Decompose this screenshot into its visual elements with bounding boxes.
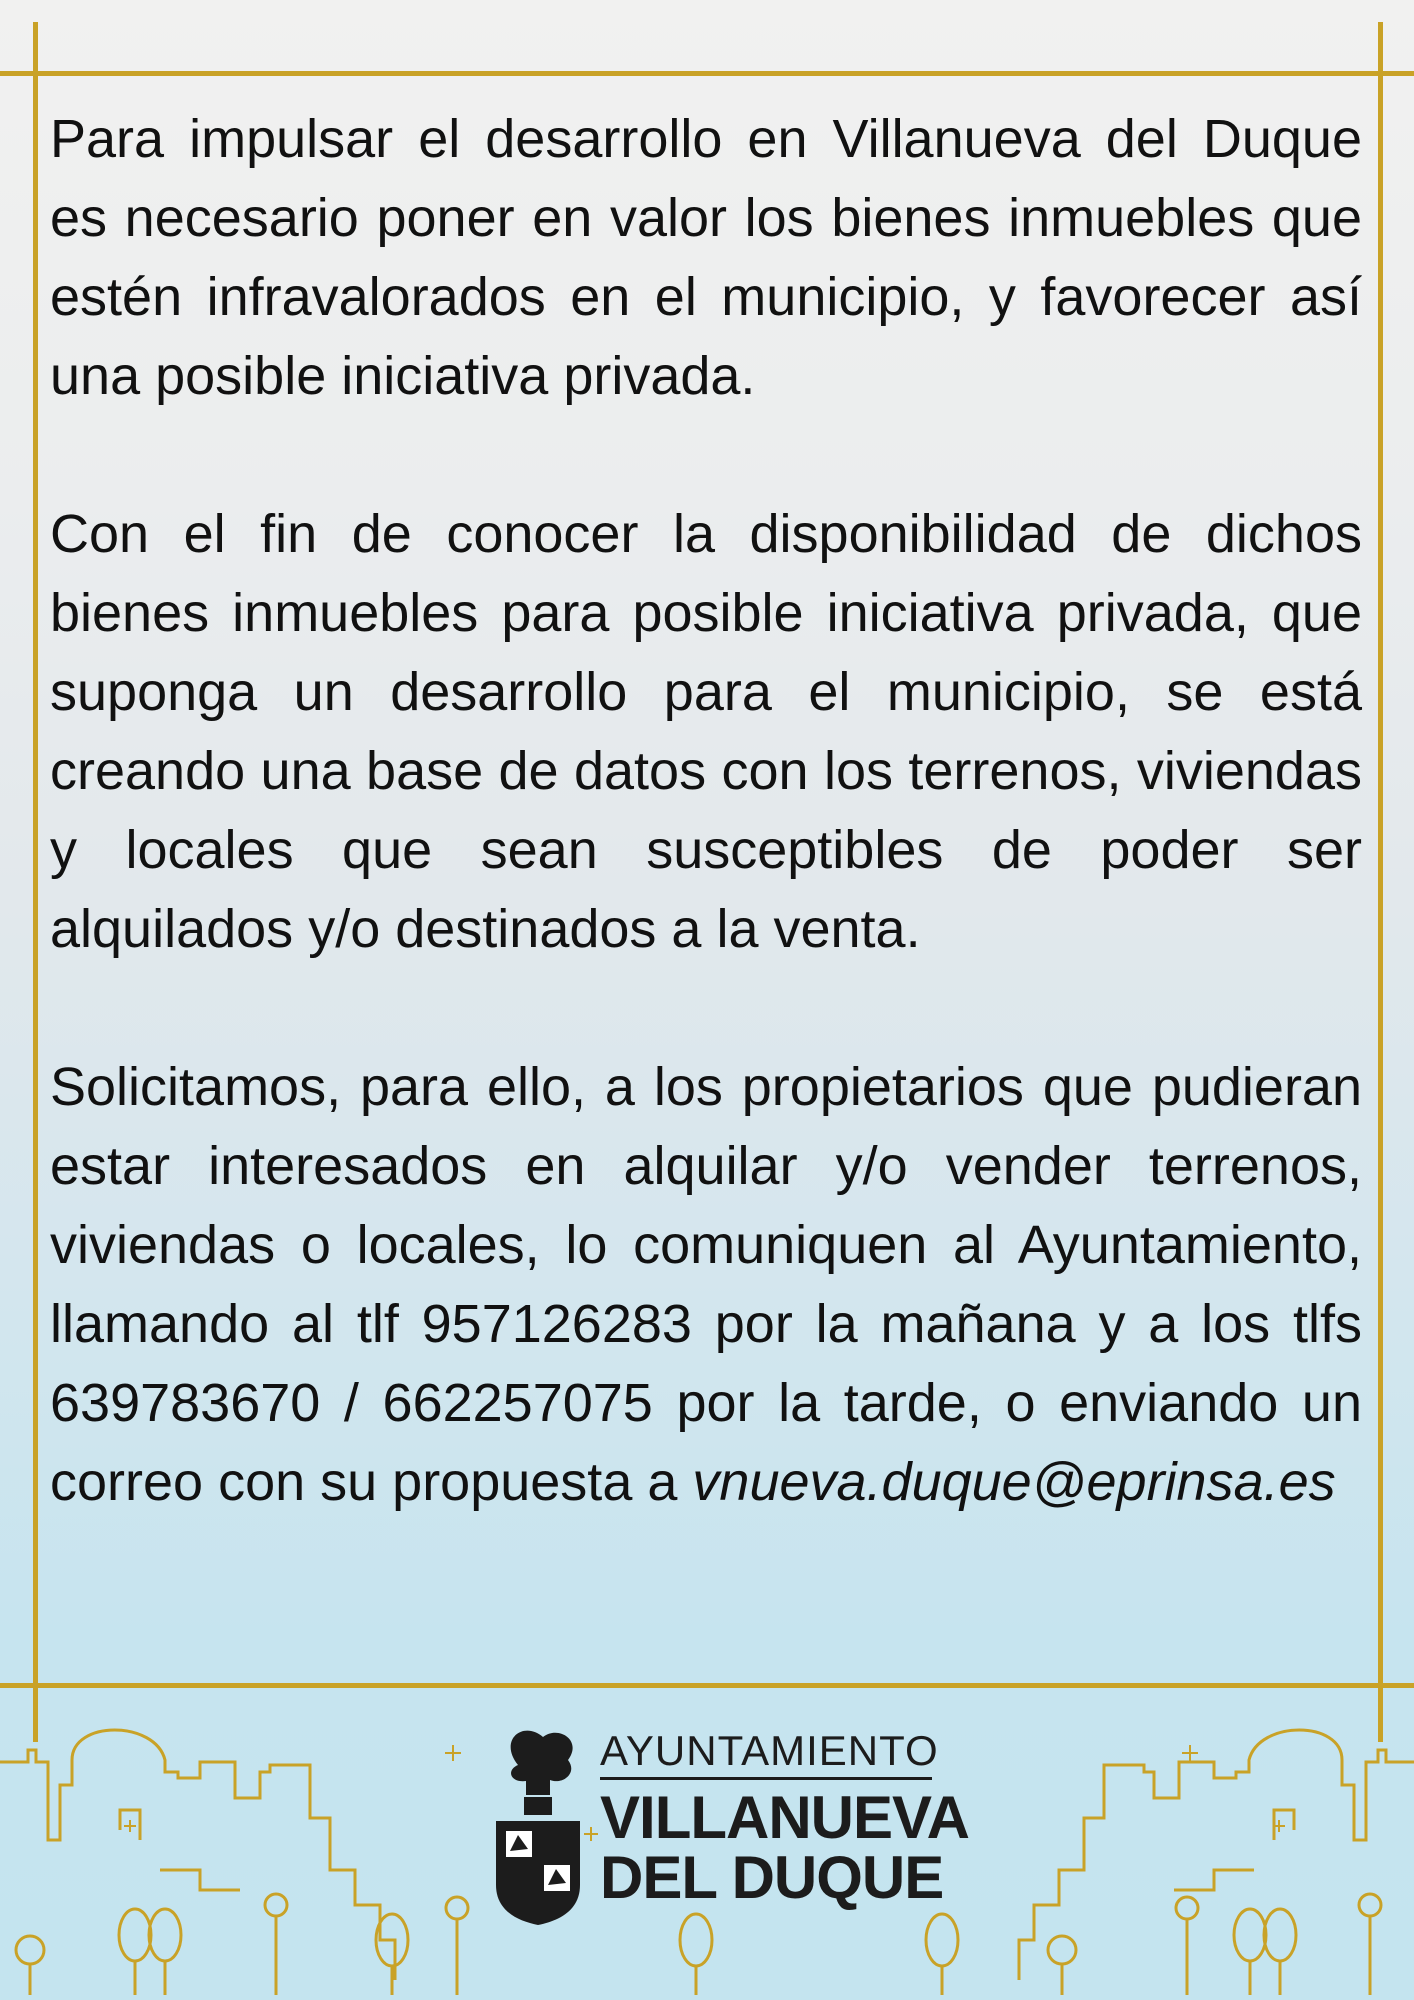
municipal-logo <box>488 1725 969 1925</box>
frame-left-line <box>33 22 38 1742</box>
logo-del-duque: DEL DUQUE <box>600 1844 944 1911</box>
frame-top-line <box>0 71 1414 76</box>
logo-ayuntamiento: AYUNTAMIENTO <box>600 1727 939 1774</box>
logo-villanueva: VILLANUEVA <box>600 1784 969 1851</box>
paragraph-request <box>50 1048 1362 1522</box>
coat-of-arms-icon <box>488 1725 588 1925</box>
frame-bottom-line <box>0 1683 1414 1688</box>
right-skyline <box>1019 1730 1414 1980</box>
request-text: Solicitamos, para ello, a los propietarios que pudieran estar interesados en alquilar y/o vender terrenos, viviendas o locales, lo comuniquen al Ayuntamiento, llamando al tlf 957126283 por la mañana y a los tlfs 639783670 / 662257075 por la tarde, o enviando un correo con su propuesta a <box>50 1057 1362 1512</box>
notice-text <box>50 100 1362 1522</box>
left-skyline <box>0 1730 395 1980</box>
contact-email[interactable]: vnueva.duque@eprinsa.es <box>692 1452 1336 1512</box>
paragraph-database: Con el fin de conocer la disponibilidad de dichos bienes inmuebles para posible iniciativa privada, que suponga un desarrollo para el municipio, se está creando una base de datos con los terrenos, viviendas y locales que sean susceptibles de poder ser alquilados y/o destinados a la venta. <box>50 504 1362 959</box>
frame-right-line <box>1378 22 1383 1742</box>
logo-divider <box>600 1777 932 1780</box>
paragraph-development: Para impulsar el desarrollo en Villanueva del Duque es necesario poner en valor los bienes inmuebles que estén infravalorados en el municipio, y favorecer así una posible iniciativa privada. <box>50 109 1362 406</box>
